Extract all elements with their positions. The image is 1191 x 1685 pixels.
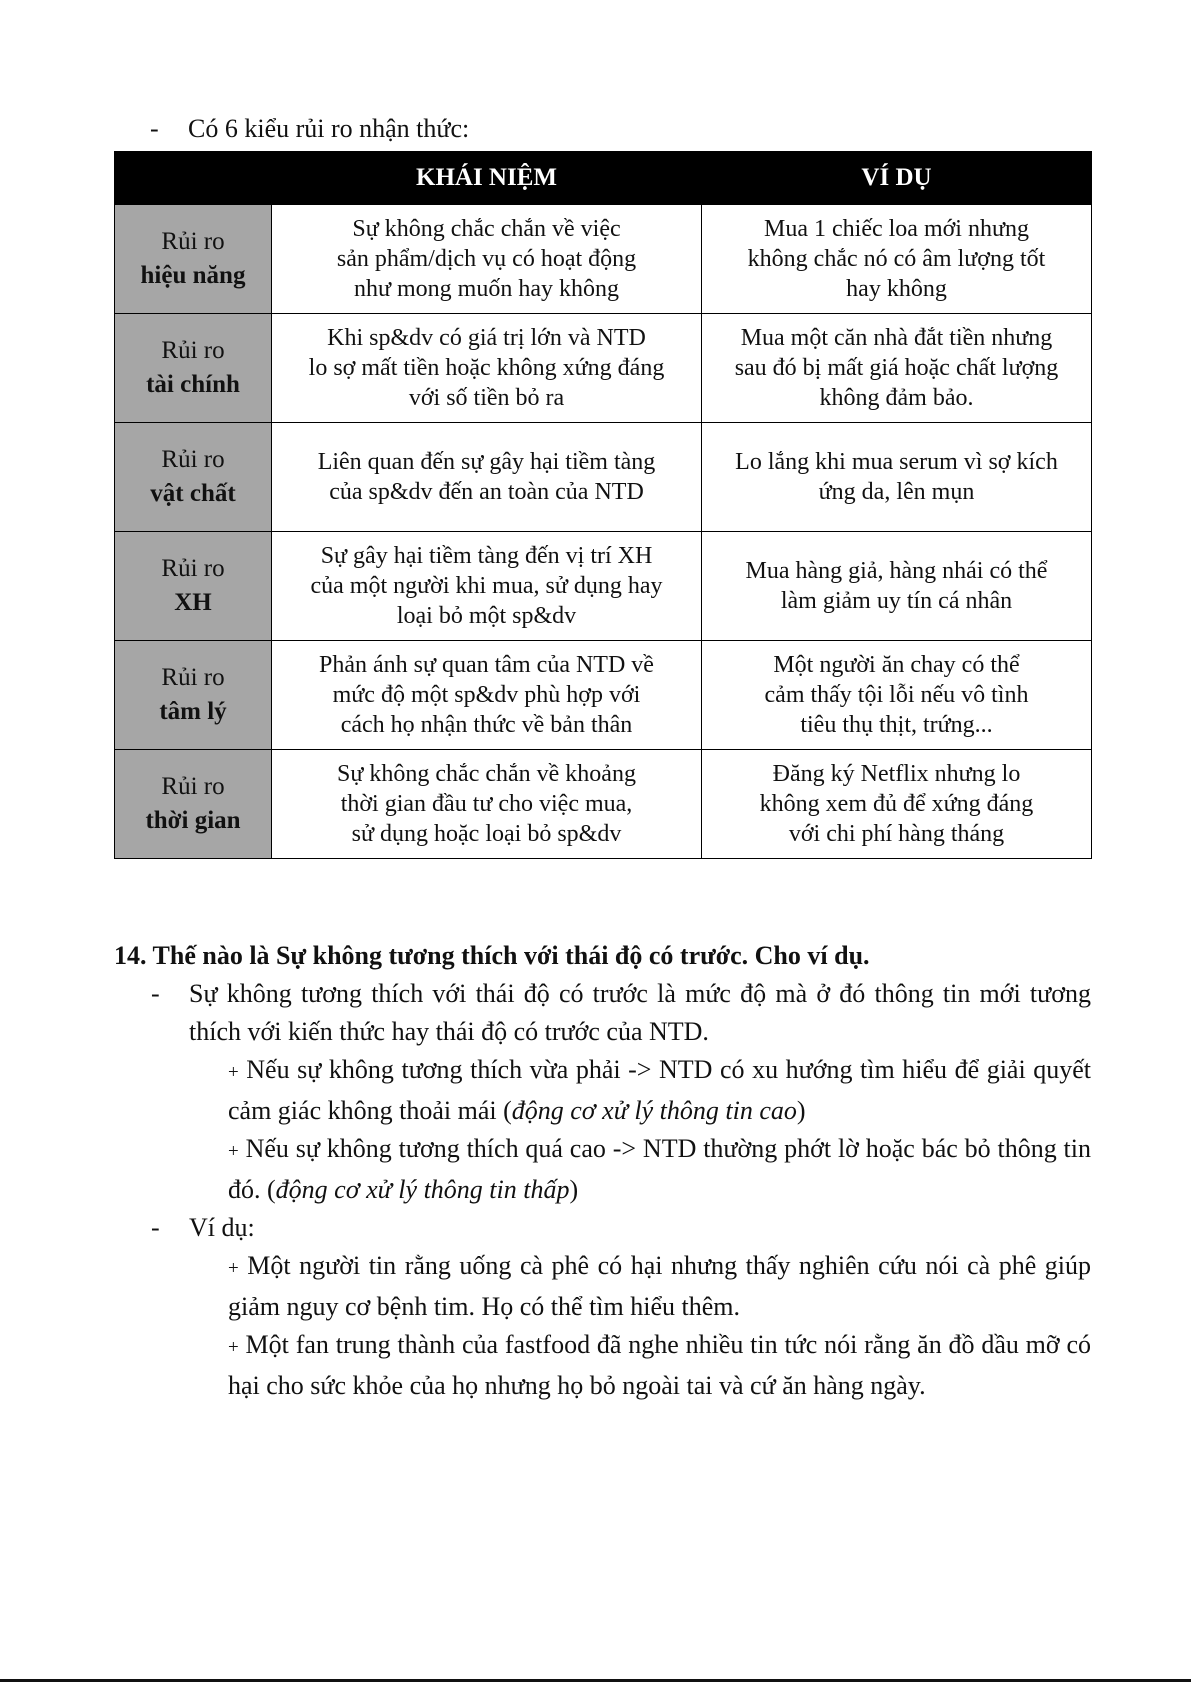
point-1-italic: động cơ xử lý thông tin cao — [511, 1096, 797, 1125]
question-title: 14. Thế nào là Sự không tương thích với thái độ có trước. Cho ví dụ. — [114, 941, 870, 970]
bullet-dash: - — [151, 979, 160, 1008]
concept-line: với số tiền bỏ ra — [408, 385, 565, 411]
example-line: Mua hàng giả, hàng nhái có thể — [745, 558, 1048, 584]
plus-marker: + — [228, 1258, 239, 1279]
point-2-italic: động cơ xử lý thông tin thấp — [275, 1175, 570, 1204]
risk-label-prefix: Rủi ro — [161, 446, 225, 473]
risk-label-prefix: Rủi ro — [161, 664, 225, 691]
table-row — [115, 314, 1092, 423]
example-2-text: Một fan trung thành của fastfood đã nghe nhiều tin tức nói rằng ăn đồ dầu mỡ có hại cho sức khỏe của họ nhưng họ bỏ ngoài tai và cứ ăn hàng ngày. — [228, 1330, 1092, 1400]
concept-cell — [272, 750, 702, 859]
risk-label-cell — [115, 750, 272, 859]
point-1-end: ) — [796, 1096, 806, 1125]
definition-bullet — [114, 975, 1091, 1051]
example-line: hay không — [846, 276, 947, 302]
risk-label-prefix: Rủi ro — [161, 228, 225, 255]
risk-table — [114, 151, 1092, 859]
header-example: VÍ DỤ — [702, 152, 1092, 205]
concept-line: loại bỏ một sp&dv — [396, 603, 577, 629]
example-line: sau đó bị mất giá hoặc chất lượng — [734, 355, 1059, 381]
example-label: Ví dụ: — [189, 1213, 255, 1242]
table-row — [115, 750, 1092, 859]
question-section — [114, 937, 1091, 1405]
concept-line: mức độ một sp&dv phù hợp với — [332, 682, 641, 708]
risk-label-cell — [115, 641, 272, 750]
concept-line: Liên quan đến sự gây hại tiềm tàng — [317, 449, 656, 475]
risk-label-type: hiệu năng — [140, 262, 246, 289]
concept-line: Sự gây hại tiềm tàng đến vị trí XH — [320, 543, 653, 569]
table-header-row — [115, 152, 1092, 205]
risk-label-prefix: Rủi ro — [161, 337, 225, 364]
table-row — [115, 532, 1092, 641]
example-line: cảm thấy tội lỗi nếu vô tình — [764, 682, 1029, 708]
example-cell — [702, 314, 1092, 423]
point-2 — [114, 1130, 1091, 1209]
risk-label-cell — [115, 205, 272, 314]
example-cell — [702, 641, 1092, 750]
concept-line: Sự không chắc chắn về khoảng — [337, 761, 636, 787]
point-1-text: Nếu sự không tương thích vừa phải -> NTD có xu hướng tìm hiểu để giải quyết cảm giác không thoải mái ( — [228, 1055, 1091, 1125]
example-line: Mua 1 chiếc loa mới nhưng — [764, 216, 1029, 242]
concept-line: của sp&dv đến an toàn của NTD — [329, 479, 644, 505]
concept-cell — [272, 205, 702, 314]
risk-label-cell — [115, 532, 272, 641]
concept-cell — [272, 641, 702, 750]
example-1 — [114, 1247, 1091, 1326]
example-line: Đăng ký Netflix nhưng lo — [772, 761, 1021, 787]
example-cell — [702, 423, 1092, 532]
point-2-end: ) — [569, 1175, 579, 1204]
risk-label-type: tài chính — [146, 371, 240, 398]
table-row — [115, 205, 1092, 314]
example-line: với chi phí hàng tháng — [788, 821, 1005, 847]
example-line: không đảm bảo. — [819, 385, 974, 411]
concept-cell — [272, 532, 702, 641]
concept-line: Khi sp&dv có giá trị lớn và NTD — [327, 325, 646, 351]
concept-line: như mong muốn hay không — [354, 276, 619, 302]
concept-line: cách họ nhận thức về bản thân — [340, 712, 633, 738]
concept-line: Phản ánh sự quan tâm của NTD về — [319, 652, 654, 678]
example-2 — [114, 1326, 1091, 1405]
intro-line — [150, 113, 469, 145]
risk-label-prefix: Rủi ro — [161, 773, 225, 800]
point-2-text: Nếu sự không tương thích quá cao -> NTD thường phớt lờ hoặc bác bỏ thông tin đó. ( — [228, 1134, 1092, 1204]
table-row — [115, 423, 1092, 532]
plus-marker: + — [228, 1337, 239, 1358]
concept-line: của một người khi mua, sử dụng hay — [310, 573, 663, 599]
point-1 — [114, 1051, 1091, 1130]
bullet-dash: - — [150, 114, 159, 143]
risk-label-cell — [115, 423, 272, 532]
example-cell — [702, 532, 1092, 641]
concept-line: lo sợ mất tiền hoặc không xứng đáng — [308, 355, 665, 381]
risk-label-type: XH — [174, 589, 212, 616]
example-1-text: Một người tin rằng uống cà phê có hại nhưng thấy nghiên cứu nói cà phê giúp giảm nguy cơ bệnh tim. Họ có thể tìm hiểu thêm. — [228, 1251, 1091, 1321]
header-concept: KHÁI NIỆM — [272, 152, 702, 205]
concept-line: Sự không chắc chắn về việc — [352, 216, 621, 242]
risk-label-type: vật chất — [150, 480, 236, 507]
risk-label-type: thời gian — [145, 807, 241, 834]
example-line: không xem đủ để xứng đáng — [759, 791, 1034, 817]
example-line: tiêu thụ thịt, trứng... — [800, 712, 993, 738]
risk-label-prefix: Rủi ro — [161, 555, 225, 582]
risk-label-cell — [115, 314, 272, 423]
risk-label-type: tâm lý — [159, 698, 227, 725]
example-line: không chắc nó có âm lượng tốt — [747, 246, 1046, 272]
definition-text: Sự không tương thích với thái độ có trước là mức độ mà ở đó thông tin mới tương thích với kiến thức hay thái độ có trước của NTD. — [189, 979, 1091, 1046]
header-blank — [115, 152, 272, 205]
bullet-dash: - — [151, 1213, 160, 1242]
concept-cell — [272, 423, 702, 532]
intro-text: Có 6 kiểu rủi ro nhận thức: — [188, 114, 470, 143]
example-line: Mua một căn nhà đắt tiền nhưng — [740, 325, 1053, 351]
concept-cell — [272, 314, 702, 423]
example-bullet — [114, 1209, 1091, 1247]
page-bottom-rule — [0, 1679, 1191, 1682]
concept-line: sản phẩm/dịch vụ có hoạt động — [336, 246, 637, 272]
example-cell — [702, 750, 1092, 859]
concept-line: thời gian đầu tư cho việc mua, — [340, 791, 633, 817]
example-line: ứng da, lên mụn — [818, 479, 975, 505]
example-cell — [702, 205, 1092, 314]
plus-marker: + — [228, 1062, 239, 1083]
table-row — [115, 641, 1092, 750]
plus-marker: + — [228, 1141, 239, 1162]
example-line: Lo lắng khi mua serum vì sợ kích — [735, 449, 1058, 475]
example-line: làm giảm uy tín cá nhân — [780, 588, 1013, 614]
example-line: Một người ăn chay có thể — [773, 652, 1020, 678]
concept-line: sử dụng hoặc loại bỏ sp&dv — [351, 821, 622, 847]
